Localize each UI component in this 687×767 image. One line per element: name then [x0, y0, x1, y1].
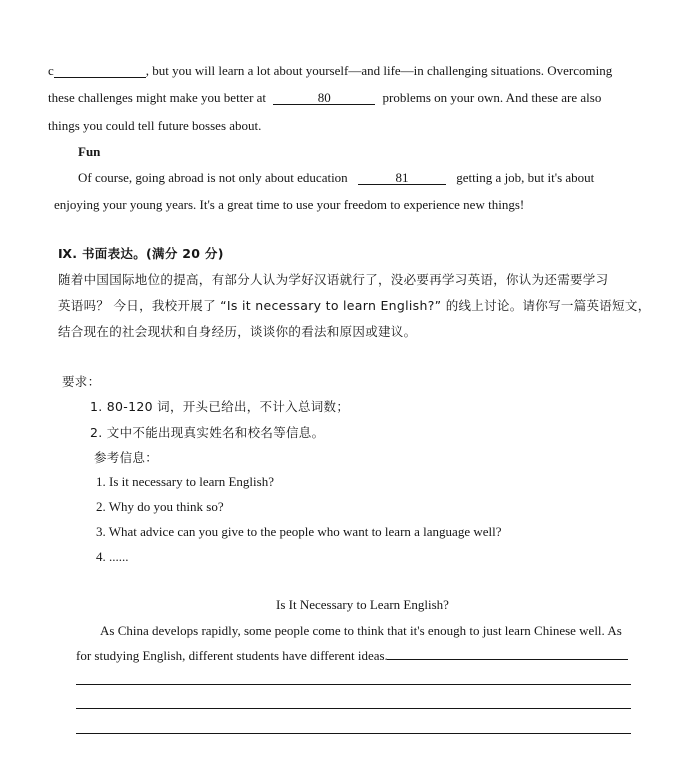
- writing-line[interactable]: [76, 684, 631, 685]
- writing-line-first[interactable]: [387, 659, 628, 660]
- essay-opening-line-2: for studying English, different students have different ideas.: [76, 648, 388, 663]
- reference-item-1: 1. Is it necessary to learn English?: [96, 474, 274, 489]
- passage-line-2-after: problems on your own. And these are also: [382, 90, 602, 105]
- reference-label: 参考信息：: [94, 450, 159, 465]
- passage-line-4-after: getting a job, but it's about: [456, 170, 595, 185]
- reference-item-2: 2. Why do you think so?: [96, 499, 224, 514]
- writing-line[interactable]: [76, 733, 631, 734]
- passage-line-3: things you could tell future bosses about.: [48, 118, 262, 133]
- instruction-line-3: 结合现在的社会现状和自身经历，谈谈你的看法和原因或建议。: [58, 324, 417, 339]
- reference-item-4: 4. ......: [96, 549, 129, 564]
- requirements-label: 要求：: [62, 374, 101, 389]
- answer-blank-80: 80: [273, 91, 375, 105]
- instruction-line-2: 英语吗？ 今日，我校开展了 “Is it necessary to learn English?” 的线上讨论。请你写一篇英语短文，: [58, 298, 651, 313]
- passage-line-1-lead: c: [48, 63, 54, 78]
- section-heading: Ⅸ. 书面表达。(满分 20 分): [58, 246, 224, 261]
- fun-heading: Fun: [78, 144, 101, 159]
- passage-line-4-before: Of course, going abroad is not only about education: [78, 170, 348, 185]
- passage-line-4: [78, 169, 594, 186]
- answer-blank: [54, 64, 146, 78]
- passage-line-2: [48, 89, 601, 106]
- essay-title: Is It Necessary to Learn English?: [276, 597, 449, 612]
- requirement-2: 2. 文中不能出现真实姓名和校名等信息。: [90, 425, 325, 440]
- instruction-line-1: 随着中国国际地位的提高，有部分人认为学好汉语就行了，没必要再学习英语，你认为还需要学习: [58, 272, 609, 287]
- essay-opening-line-1: As China develops rapidly, some people come to think that it's enough to just learn Chinese well. As: [100, 623, 622, 638]
- answer-blank-81: 81: [358, 171, 446, 185]
- passage-line-1: [48, 62, 612, 79]
- writing-line[interactable]: [76, 708, 631, 709]
- passage-line-5: enjoying your young years. It's a great time to use your freedom to experience new things!: [54, 197, 525, 212]
- reference-item-3: 3. What advice can you give to the people who want to learn a language well?: [96, 524, 502, 539]
- passage-line-2-before: these challenges might make you better at: [48, 90, 267, 105]
- passage-line-1-text: , but you will learn a lot about yourself—and life—in challenging situations. Overcoming: [145, 63, 613, 78]
- requirement-1: 1. 80-120 词，开头已给出，不计入总词数；: [90, 399, 350, 414]
